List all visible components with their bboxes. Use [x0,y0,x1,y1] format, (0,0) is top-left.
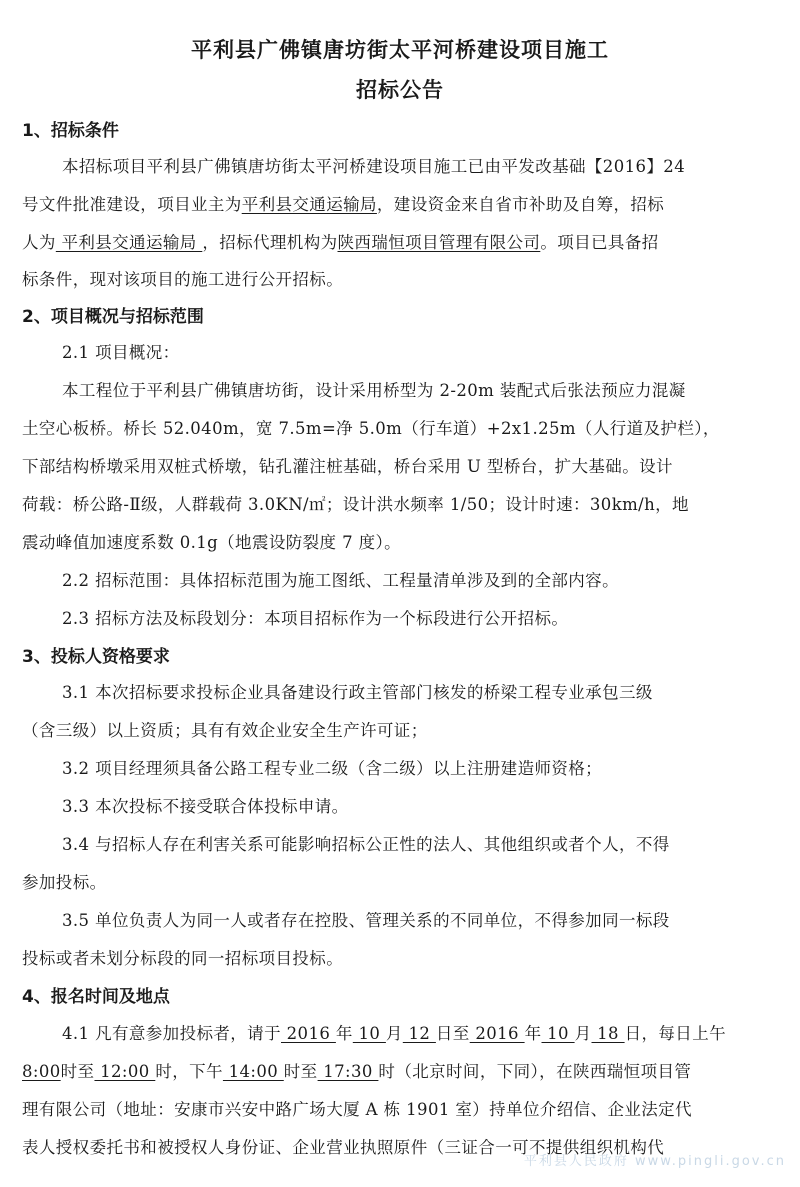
section-3-heading: 3、投标人资格要求 [22,647,170,667]
text: 时至 [60,1062,95,1081]
text: 号文件批准建设，项目业主为 [22,195,242,214]
text: 年 [335,1024,353,1043]
am-start-time: 8:00 [22,1062,61,1081]
s3-item-3-1-line-2: （含三级）以上资质；具有有效企业安全生产许可证； [22,721,428,740]
end-day: 18 [591,1024,625,1043]
title-line-1: 平利县广佛镇唐坊街太平河桥建设项目施工 [191,38,609,62]
s3-item-3-5-line-1: 3.5 单位负责人为同一人或者存在控股、管理关系的不同单位，不得参加同一标段 [62,911,670,930]
text: 人为 [22,233,56,252]
text: 时（北京时间，下同），在陕西瑞恒项目管 [378,1062,692,1081]
s4-line-2 [22,1058,691,1082]
title-line-2: 招标公告 [356,78,444,102]
text: 4.1 凡有意参加投标者，请于 [62,1024,281,1043]
end-month: 10 [541,1024,575,1043]
s4-line-1 [62,1020,726,1044]
s2-line-4: 荷载：桥公路-Ⅱ级，人群载荷 3.0KN/㎡；设计洪水频率 1/50；设计时速：30km/h，地 [22,495,689,514]
text: 年 [524,1024,542,1043]
start-year: 2016 [281,1024,336,1043]
s1-line-1: 本招标项目平利县广佛镇唐坊街太平河桥建设项目施工已由平发改基础【2016】24 [62,157,686,176]
text: 日，每日上午 [624,1024,726,1043]
s3-item-3-4-line-2: 参加投标。 [22,873,107,892]
s1-line-2 [22,191,664,215]
s3-item-3-1-line-1: 3.1 本次招标要求投标企业具备建设行政主管部门核发的桥梁工程专业承包三级 [62,683,653,702]
text: 时，下午 [155,1062,223,1081]
text: 日至 [435,1024,470,1043]
pm-start-time: 14:00 [222,1062,284,1081]
section-1-heading: 1、招标条件 [22,121,119,141]
s4-line-3: 理有限公司（地址：安康市兴安中路广场大厦 A 栋 1901 室）持单位介绍信、企业法定代 [22,1100,692,1119]
s2-sub-2-1: 2.1 项目概况： [62,343,180,362]
text: ，建设资金来自省市补助及自筹，招标 [376,195,665,214]
pm-end-time: 17:30 [317,1062,379,1081]
text: ，招标代理机构为 [202,233,338,252]
text: 月 [385,1024,403,1043]
s1-line-4: 标条件，现对该项目的施工进行公开招标。 [22,270,344,289]
end-year: 2016 [469,1024,525,1043]
owner-name: 平利县交通运输局 [241,195,377,214]
tenderer-name: 平利县交通运输局 [55,233,203,252]
s2-line-5: 震动峰值加速度系数 0.1g（地震设防裂度 7 度）。 [22,533,402,552]
start-day: 12 [402,1024,436,1043]
s3-item-3-4-line-1: 3.4 与招标人存在利害关系可能影响招标公正性的法人、其他组织或者个人，不得 [62,835,670,854]
s3-item-3-5-line-2: 投标或者未划分标段的同一招标项目投标。 [22,949,344,968]
section-2-heading: 2、项目概况与招标范围 [22,307,204,327]
s2-line-1: 本工程位于平利县广佛镇唐坊街，设计采用桥型为 2-20m 装配式后张法预应力混凝 [62,381,686,400]
s1-line-3 [22,229,659,253]
text: 。项目已具备招 [540,233,659,252]
s2-line-3: 下部结构桥墩采用双桩式桥墩，钻孔灌注桩基础，桥台采用 U 型桥台，扩大基础。设计 [22,457,673,476]
watermark: 平利县人民政府 www.pingli.gov.cn [523,1154,786,1169]
agency-name: 陕西瑞恒项目管理有限公司 [337,233,541,252]
s4-line-4: 表人授权委托书和被授权人身份证、企业营业执照原件（三证合一可不提供组织机构代 [22,1138,665,1157]
text: 时至 [283,1062,318,1081]
text: 月 [574,1024,592,1043]
start-month: 10 [352,1024,386,1043]
s2-sub-2-3: 2.3 招标方法及标段划分：本项目招标作为一个标段进行公开招标。 [62,609,569,628]
section-4-heading: 4、报名时间及地点 [22,987,170,1007]
s3-item-3-2: 3.2 项目经理须具备公路工程专业二级（含二级）以上注册建造师资格； [62,759,603,778]
s3-item-3-3: 3.3 本次投标不接受联合体投标申请。 [62,797,349,816]
am-end-time: 12:00 [94,1062,156,1081]
s2-sub-2-2: 2.2 招标范围：具体招标范围为施工图纸、工程量清单涉及到的全部内容。 [62,571,619,590]
s2-line-2: 土空心板桥。桥长 52.040m，宽 7.5m=净 5.0m（行车道）+2x1.25m（人行道及护栏）， [22,419,720,438]
